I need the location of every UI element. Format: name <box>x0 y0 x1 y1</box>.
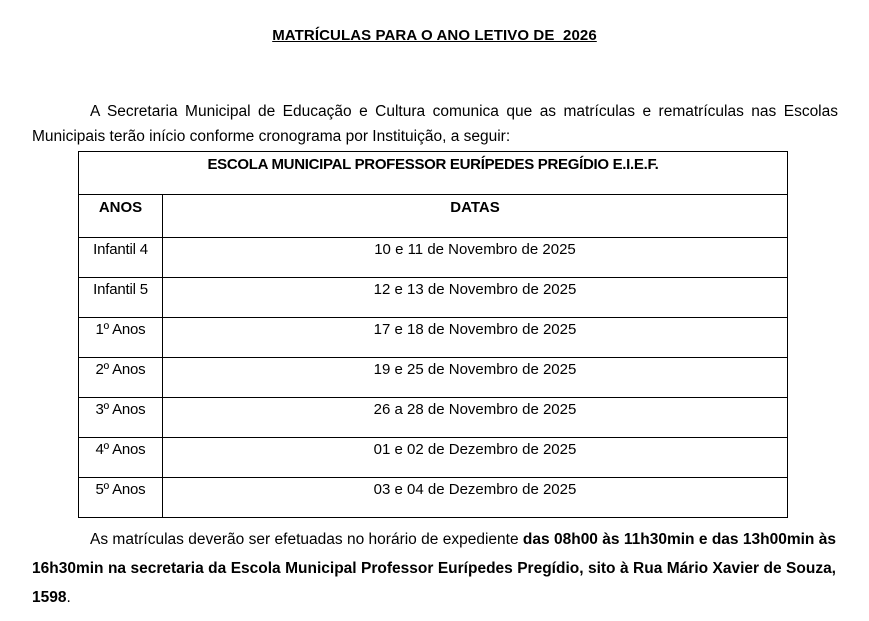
row-data: 26 a 28 de Novembro de 2025 <box>163 398 788 438</box>
school-name-row <box>79 152 788 195</box>
table-row <box>79 358 788 398</box>
enrollment-schedule-table <box>78 151 788 518</box>
table-row <box>79 398 788 438</box>
row-data: 12 e 13 de Novembro de 2025 <box>163 278 788 318</box>
closing-paragraph <box>32 525 836 612</box>
header-datas: DATAS <box>163 195 788 238</box>
row-ano: 3º Anos <box>79 398 163 438</box>
school-name: ESCOLA MUNICIPAL PROFESSOR EURÍPEDES PREGÍDIO E.I.E.F. <box>79 152 788 195</box>
row-data: 17 e 18 de Novembro de 2025 <box>163 318 788 358</box>
intro-line-2: Municipais terão início conforme cronograma por Instituição, a seguir: <box>32 128 511 145</box>
table-row <box>79 478 788 518</box>
header-anos: ANOS <box>79 195 163 238</box>
row-data: 19 e 25 de Novembro de 2025 <box>163 358 788 398</box>
row-data: 01 e 02 de Dezembro de 2025 <box>163 438 788 478</box>
table-row <box>79 438 788 478</box>
table-row <box>79 238 788 278</box>
row-ano: 2º Anos <box>79 358 163 398</box>
row-ano: Infantil 5 <box>79 278 163 318</box>
document-title: MATRÍCULAS PARA O ANO LETIVO DE 2026 <box>272 27 597 44</box>
intro-line-1: A Secretaria Municipal de Educação e Cultura comunica que as matrículas e rematrículas nas Escolas <box>90 103 838 120</box>
row-data: 03 e 04 de Dezembro de 2025 <box>163 478 788 518</box>
table-row <box>79 318 788 358</box>
row-data: 10 e 11 de Novembro de 2025 <box>163 238 788 278</box>
row-ano: Infantil 4 <box>79 238 163 278</box>
row-ano: 1º Anos <box>79 318 163 358</box>
closing-text-start: As matrículas deverão ser efetuadas no horário de expediente <box>90 531 523 548</box>
intro-paragraph <box>32 99 838 149</box>
closing-text-end: . <box>66 589 71 606</box>
table-row <box>79 278 788 318</box>
table-header-row <box>79 195 788 238</box>
row-ano: 5º Anos <box>79 478 163 518</box>
closing-schedule-bold: das 08h00 às 11h30min e das 13h00min às 16h30min na secretaria da Escola Municipal Professor Eurípedes Pregídio, sito à Rua Mário Xavier de Souza, 1598 <box>32 531 836 606</box>
row-ano: 4º Anos <box>79 438 163 478</box>
